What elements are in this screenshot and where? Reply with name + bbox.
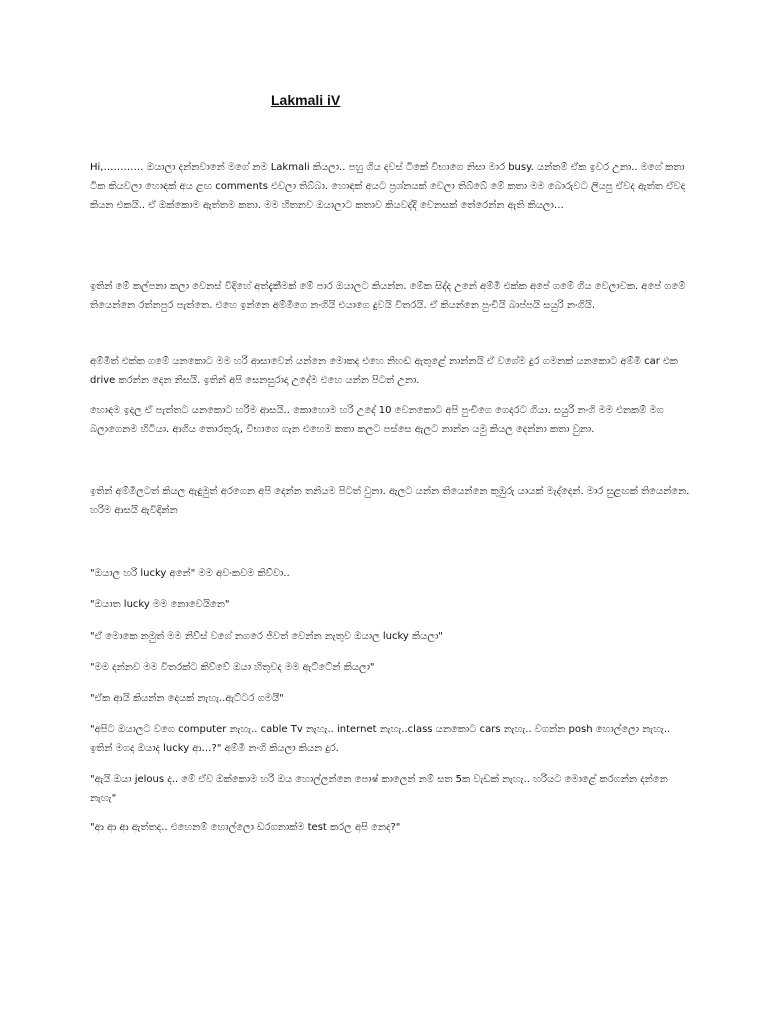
dialogue-line-4: "මම දන්නව මම විතරක්ට කිව්වේ ඔයා හිතුවද මම ඇට්ටේන් කියලා" bbox=[90, 662, 375, 673]
paragraph-1: Hi,………… ඔයාලා දන්නවානේ මගේ නම Lakmali කියලා.. පහු ගිය දවස් ටිකේ විභාගෙ නිසා මාර busy. යන්තම් ඒක ඉවර උනා.. මගේ කතා ටික කියවලා හොඳක් අය ළඟ comments එවලා තිබ්බා. හොඳක් අයට ප්‍රශ්නයක් වෙලා තිබ්බේ මේ කතා මම බොරුවට ලියපු ඒවද ඇත්ත ඒවද කියන එකයි.. ඒ ඔක්කොම ඇත්තම කතා. මම හිතනව ඔයාලාට කතාව කියවද්දි වෙනසක් තේරෙන්න ඇති කියලා… bbox=[90, 162, 686, 211]
dialogue-line-6: "අපිට ඔයාලට වගෙ computer නැහැ.. cable Tv නැහැ.. internet නැහැ..class යනකොට cars නැහැ.. වගන්න posh හොල්ලො නැහැ.. ඉතින් මගද ඔයාද lucky ආ…?" අම්මී නංගි කියලා කියන දුර. bbox=[90, 724, 671, 754]
paragraph-4: හොඳම ඉදල ඒ පැත්තට යනකොට හරිම ආසයි.. කොහොම හරි උදේ 10 වෙනකොට අපි පුංචිගෙ ගෙදරට ගියා. සයුරි නංගි මම එනකම් මග බලාගෙනම හිටියා. ආගිය තොරතුරු, විභාගෙ ගැන එහෙම කතා කලට පස්සෙ ඇලට නාන්න යමු කියල දෙන්නා කතා වුනා. bbox=[90, 405, 664, 435]
paragraph-5: ඉතින් අම්මීලටත් කියල ඇඳුමුත් අරගෙන අපි දෙන්න තනියම පිටත් වුනා. ඇලට යන්න තියෙන්නෙ කුඹුරු යායක් මැද්දෙන්. මාර සුළඟක් තියෙන්නෙ. හරිම ආසයි ඇවිදින්න bbox=[90, 486, 690, 516]
dialogue-line-8: "ආ ආ ආ ඇත්තද.. එහෙනම් හොල්ලො ඩරගනාක්ම test කරල අපි නෙද?" bbox=[90, 822, 401, 833]
dialogue-line-7: "ඇයි ඔයා jelous ද.. මේ ඒව ඔක්කොම හරි ඔය හොල්ලන්නෙ පොෂ් කාලෙන් නම් සත 5ක වැඩක් නැහැ.. හරියට මොළේ කරගන්න දන්නෙ නැහැ" bbox=[90, 774, 668, 804]
document-title: Lakmali iV bbox=[271, 92, 341, 108]
dialogue-line-1: "ඔයාල හරි lucky අනේ" මම අවංකවම කිව්වා.. bbox=[90, 568, 290, 579]
dialogue-line-5: "ඒක ආයි කියන්න දෙයක් නැහැ..ඇට්ටර ගමයී" bbox=[90, 693, 284, 704]
paragraph-3: අම්මීත් එක්ක ගමේ යනකොට මම හරි ආසාවෙන් යන්නෙ මොකද එහෙ නිහඬ ඇතුළේ නාන්නයි ඒ වගේම දුර ගමනක් යනකොට අම්මී car එක drive කරන්න දෙන නිසයි. ඉතින් අපි සෙනසුරාදා උදේම එහෙ යන්න පිටත් උනා. bbox=[90, 356, 678, 386]
dialogue-line-2: "ඔයාත lucky මම නොවෙයිනෙ" bbox=[90, 599, 230, 610]
dialogue-line-3: "ඒ මොකෙ නමුත් මම නිව්ස් වගේ නගරෙ ජිවත් වෙන්න නැතුව ඔයාල lucky කියලා" bbox=[90, 631, 443, 642]
paragraph-2: ඉතින් මේ කල්පනා කලා වෙනස් විදිහේ අත්දැකීමක් මේ පාර ඔයාලට කියන්න. මේක සිද්ද උනේ අම්මී එක්ක අපේ ගමේ ගිය වෙලාවක. අපේ ගමේ තියෙන්නෙ රත්නපුර පැත්තෙ. එහෙ ඉන්නෙ අම්මීගෙ නංගියි එයාගෙ දුවයි විතරයි. ඒ කියන්නෙ පුංචියි බාප්පයි සයුරි නංගියි. bbox=[90, 281, 686, 311]
